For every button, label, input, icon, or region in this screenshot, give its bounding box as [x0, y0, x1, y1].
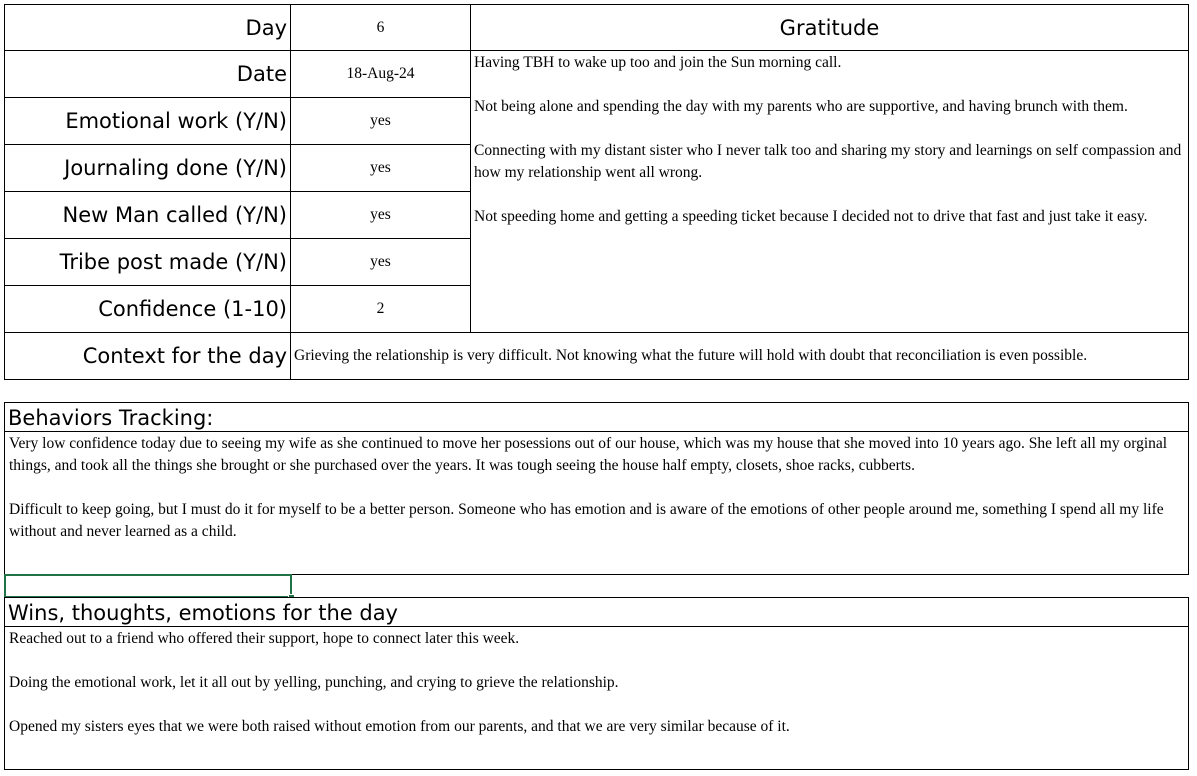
label-day[interactable]: [4, 4, 291, 51]
gratitude-item-3: Connecting with my distant sister who I never talk too and sharing my story and learnings on self compassion and how my relationship went all wrong.: [474, 142, 1182, 181]
value-emotional-work-text: yes: [370, 112, 391, 129]
label-confidence-text: Confidence (1-10): [98, 297, 287, 321]
behaviors-header-text: Behaviors Tracking:: [8, 406, 214, 430]
value-tribe-post-made[interactable]: [290, 238, 471, 286]
wins-paragraph-1: Reached out to a friend who offered their support, hope to connect later this week.: [9, 630, 520, 647]
value-journaling-done[interactable]: [290, 144, 471, 192]
gratitude-header[interactable]: [470, 4, 1189, 51]
behaviors-paragraph-2: Difficult to keep going, but I must do it for myself to be a better person. Someone who has emotion and is aware of the emotions of other people around me, something I spend all my life without and never learned as a child.: [9, 501, 1164, 540]
gratitude-header-text: Gratitude: [779, 15, 880, 40]
value-day[interactable]: [290, 4, 471, 51]
gratitude-item-1: Having TBH to wake up too and join the Sun morning call.: [474, 54, 842, 71]
behaviors-header[interactable]: [4, 402, 1189, 432]
value-context-text: Grieving the relationship is very difficult. Not knowing what the future will hold with doubt that reconciliation is even possible.: [294, 347, 1088, 364]
selected-cell[interactable]: [4, 574, 292, 598]
gratitude-item-2: Not being alone and spending the day with my parents who are supportive, and having brunch with them.: [474, 98, 1128, 115]
wins-header-text: Wins, thoughts, emotions for the day: [8, 601, 398, 625]
wins-paragraph-3: Opened my sisters eyes that we were both raised without emotion from our parents, and that we are very similar because of it.: [9, 718, 790, 735]
label-emotional-work[interactable]: [4, 97, 291, 145]
label-context-text: Context for the day: [82, 344, 287, 368]
value-new-man-called[interactable]: [290, 191, 471, 239]
value-context[interactable]: [290, 332, 1189, 380]
value-journaling-done-text: yes: [370, 159, 391, 176]
gratitude-cell[interactable]: [470, 50, 1189, 333]
value-new-man-called-text: yes: [370, 206, 391, 223]
wins-header[interactable]: [4, 597, 1189, 627]
label-date-text: Date: [236, 62, 287, 86]
value-confidence[interactable]: [290, 285, 471, 333]
value-day-text: 6: [376, 18, 385, 36]
wins-cell[interactable]: [4, 626, 1189, 770]
label-tribe-post-made[interactable]: [4, 238, 291, 286]
label-new-man-called[interactable]: [4, 191, 291, 239]
gratitude-item-4: Not speeding home and getting a speeding ticket because I decided not to drive that fast and just take it easy.: [474, 208, 1148, 225]
value-emotional-work[interactable]: [290, 97, 471, 145]
behaviors-cell[interactable]: [4, 431, 1189, 575]
label-tribe-post-made-text: Tribe post made (Y/N): [59, 250, 287, 274]
value-date-text: 18-Aug-24: [346, 65, 415, 82]
label-journaling-done[interactable]: [4, 144, 291, 192]
wins-paragraph-2: Doing the emotional work, let it all out by yelling, punching, and crying to grieve the relationship.: [9, 674, 619, 691]
label-new-man-called-text: New Man called (Y/N): [62, 203, 287, 227]
label-confidence[interactable]: [4, 285, 291, 333]
value-tribe-post-made-text: yes: [370, 253, 391, 270]
label-emotional-work-text: Emotional work (Y/N): [65, 109, 287, 133]
value-confidence-text: 2: [376, 300, 385, 317]
label-day-text: Day: [245, 15, 287, 40]
value-date[interactable]: [290, 50, 471, 98]
label-journaling-done-text: Journaling done (Y/N): [64, 156, 287, 180]
label-context[interactable]: [4, 332, 291, 380]
behaviors-paragraph-1: Very low confidence today due to seeing my wife as she continued to move her posessions out of our house, which was my house that she moved into 10 years ago. She left all my orginal things, and took all the things she brought or she purchased over the years. It was tough seeing the house half empty, closets, shoe racks, cubberts.: [9, 435, 1168, 474]
label-date[interactable]: [4, 50, 291, 98]
